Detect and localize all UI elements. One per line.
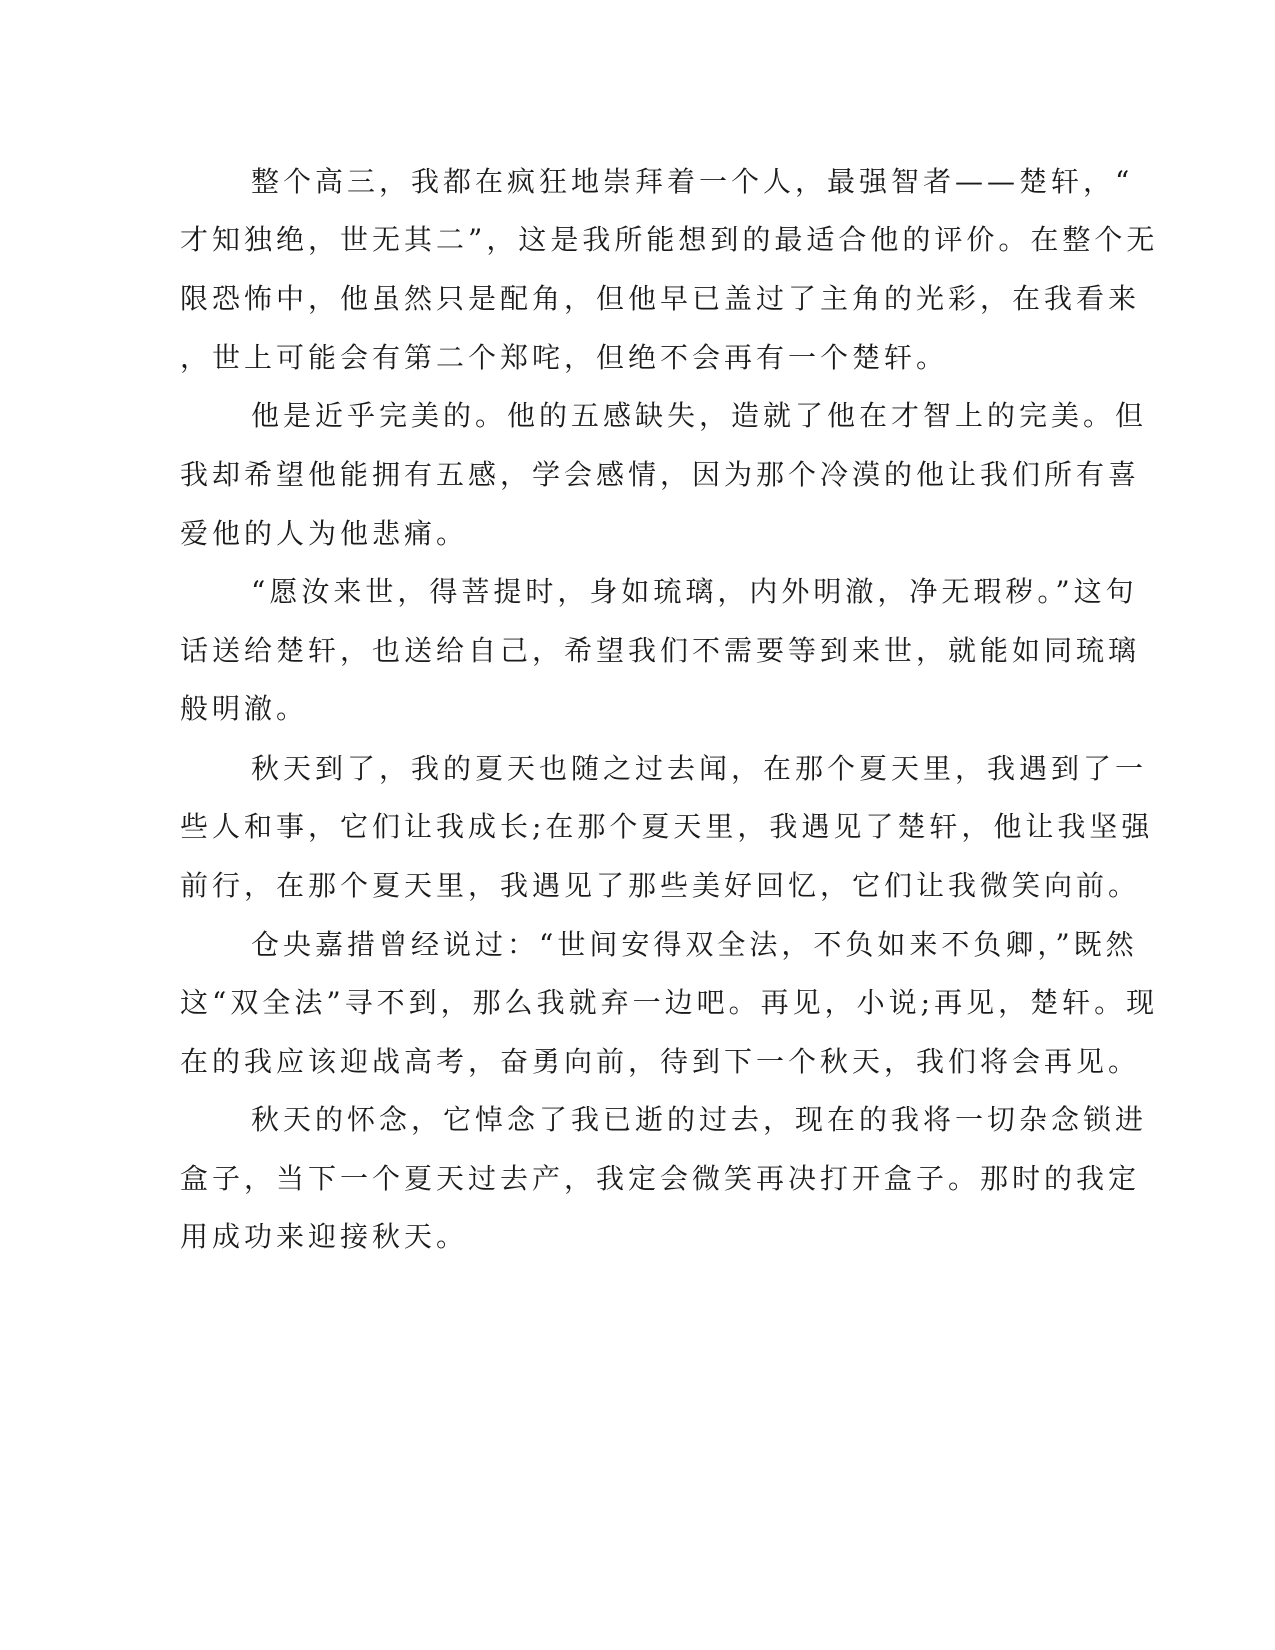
paragraph-1-line-3: 限恐怖中，他虽然只是配角，但他早已盖过了主角的光彩，在我看来 <box>180 282 1141 315</box>
paragraph-4-line-1: 秋天到了，我的夏天也随之过去闻，在那个夏天里，我遇到了一 <box>251 752 1148 785</box>
paragraph-3-line-1: “愿汝来世，得菩提时，身如琉璃，内外明澈，净无瑕秽。”这句 <box>251 575 1138 608</box>
paragraph-2-line-2: 我却希望他能拥有五感，学会感情，因为那个冷漠的他让我们所有喜 <box>180 458 1141 491</box>
paragraph-5-line-1: 仓央嘉措曾经说过：“世间安得双全法，不负如来不负卿，”既然 <box>251 928 1138 961</box>
paragraph-1-line-2: 才知独绝，世无其二”，这是我所能想到的最适合他的评价。在整个无 <box>180 223 1159 256</box>
paragraph-3-line-3: 般明澈。 <box>180 692 309 725</box>
paragraph-6-line-1: 秋天的怀念，它悼念了我已逝的过去，现在的我将一切杂念锁进 <box>251 1103 1148 1136</box>
paragraph-5-line-3: 在的我应该迎战高考，奋勇向前，待到下一个秋天，我们将会再见。 <box>180 1045 1141 1078</box>
paragraph-6-line-2: 盒子，当下一个夏天过去产，我定会微笑再决打开盒子。那时的我定 <box>180 1162 1141 1195</box>
paragraph-3-line-2: 话送给楚轩，也送给自己，希望我们不需要等到来世，就能如同琉璃 <box>180 634 1141 667</box>
paragraph-4-line-3: 前行，在那个夏天里，我遇见了那些美好回忆，它们让我微笑向前。 <box>180 869 1141 902</box>
paragraph-4-line-2: 些人和事，它们让我成长;在那个夏天里，我遇见了楚轩，他让我坚强 <box>180 810 1154 843</box>
paragraph-5-line-2: 这“双全法”寻不到，那么我就弃一边吧。再见，小说;再见，楚轩。现 <box>180 986 1159 1019</box>
paragraph-1-line-4: ，世上可能会有第二个郑咤，但绝不会再有一个楚轩。 <box>180 341 949 374</box>
paragraph-6-line-3: 用成功来迎接秋天。 <box>180 1220 469 1253</box>
paragraph-2-line-3: 爱他的人为他悲痛。 <box>180 517 469 550</box>
paragraph-1-line-1: 整个高三，我都在疯狂地崇拜着一个人，最强智者——楚轩，“ <box>251 165 1134 198</box>
paragraph-2-line-1: 他是近乎完美的。他的五感缺失，造就了他在才智上的完美。但 <box>251 399 1148 432</box>
